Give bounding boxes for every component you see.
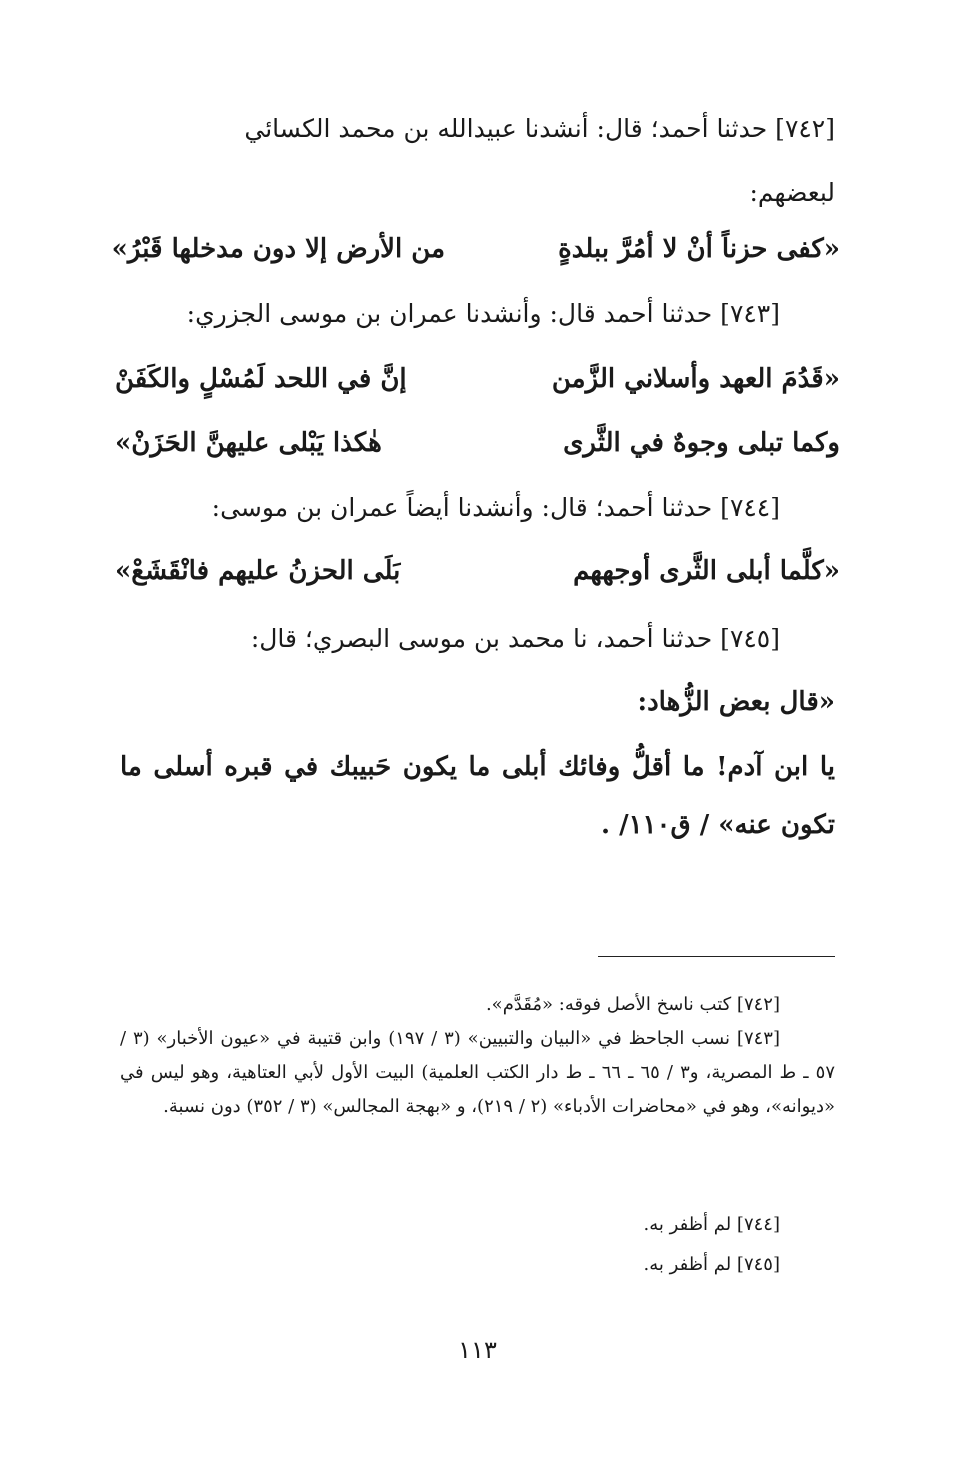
- footnote-separator: [598, 956, 835, 957]
- verse-line: [115, 428, 840, 474]
- entry-number: [٧٤٣]: [720, 299, 780, 328]
- footnote-743: [٧٤٣] نسب الجاحظ في «البيان والتبيين» (٣ / ١٩٧) وابن قتيبة في «عيون الأخبار» (٣ / ٥٧ ـ ط المصرية، و٣ / ٦٥ ـ ٦٦ ـ ط دار الكتب العلمية) البيت الأول لأبي العتاهية، وهو ليس في «ديوانه»، وهو في «محاضرات الأدباء» (٢ / ٢١٩)، و «بهجة المجالس» (٣ / ٣٥٢) دون نسبة.: [120, 1028, 835, 1117]
- verse-line: [115, 556, 840, 602]
- page-number: ١١٣: [458, 1336, 497, 1364]
- verse-hemistich-first: «كلَّما أبلى الثَّرى أوجههم: [573, 556, 840, 586]
- entry-742: [244, 114, 835, 143]
- verse-hemistich-second: هٰكذا يَبْلى عليهنَّ الحَزَنْ»: [115, 428, 382, 458]
- entry-text: حدثنا أحمد قال: وأنشدنا عمران بن موسى الجزري:: [186, 299, 713, 328]
- verse-hemistich-first: «قَدُمَ العهد وأسلاني الزَّمن: [551, 364, 840, 394]
- entry-number: [٧٤٢]: [775, 114, 835, 143]
- footnote-744: [٧٤٤] لم أظفر به.: [643, 1214, 780, 1235]
- entry-745: [251, 624, 780, 653]
- footnote-742: [٧٤٢] كتب ناسخ الأصل فوقه: «مُقَدَّم».: [485, 994, 780, 1015]
- entry-742-continuation: لبعضهم:: [749, 178, 835, 207]
- verse-line: [115, 364, 840, 410]
- footnote-745: [٧٤٥] لم أظفر به.: [643, 1254, 780, 1275]
- entry-number: [٧٤٤]: [720, 493, 780, 522]
- verse-hemistich-first: وكما تبلى وجوهٌ في الثَّرى: [563, 428, 840, 458]
- entry-number: [٧٤٥]: [720, 624, 780, 653]
- entry-text: حدثنا أحمد؛ قال: وأنشدنا أيضاً عمران بن موسى:: [211, 493, 713, 522]
- verse-hemistich-second: إنَّ في اللحد لَمُسْلٍ والكَفَنْ: [115, 364, 407, 394]
- quote-line-1: يا ابن آدم! ما أقلُّ وفائك أبلى ما يكون حَبيبك في قبره أسلى ما: [120, 752, 835, 782]
- quote-line-2: تكون عنه» / ق١١٠/ .: [600, 810, 835, 840]
- entry-text: حدثنا أحمد؛ قال: أنشدنا عبيدالله بن محمد الكسائي: [244, 114, 768, 143]
- verse-hemistich-second: بَلَى الحزنُ عليهم فانْقَشَعْ»: [115, 556, 401, 586]
- entry-743: [187, 299, 780, 328]
- verse-hemistich-second: من الأرض إلا دون مدخلها قَبْرُ»: [111, 234, 445, 264]
- quote-intro: «قال بعض الزُّهاد:: [637, 687, 835, 717]
- entry-text: حدثنا أحمد، نا محمد بن موسى البصري؛ قال:: [250, 624, 713, 653]
- entry-744: [212, 493, 780, 522]
- verse-line: [111, 234, 840, 280]
- verse-hemistich-first: «كفى حزناً أنْ لا أمُرَّ ببلدةٍ: [558, 234, 840, 264]
